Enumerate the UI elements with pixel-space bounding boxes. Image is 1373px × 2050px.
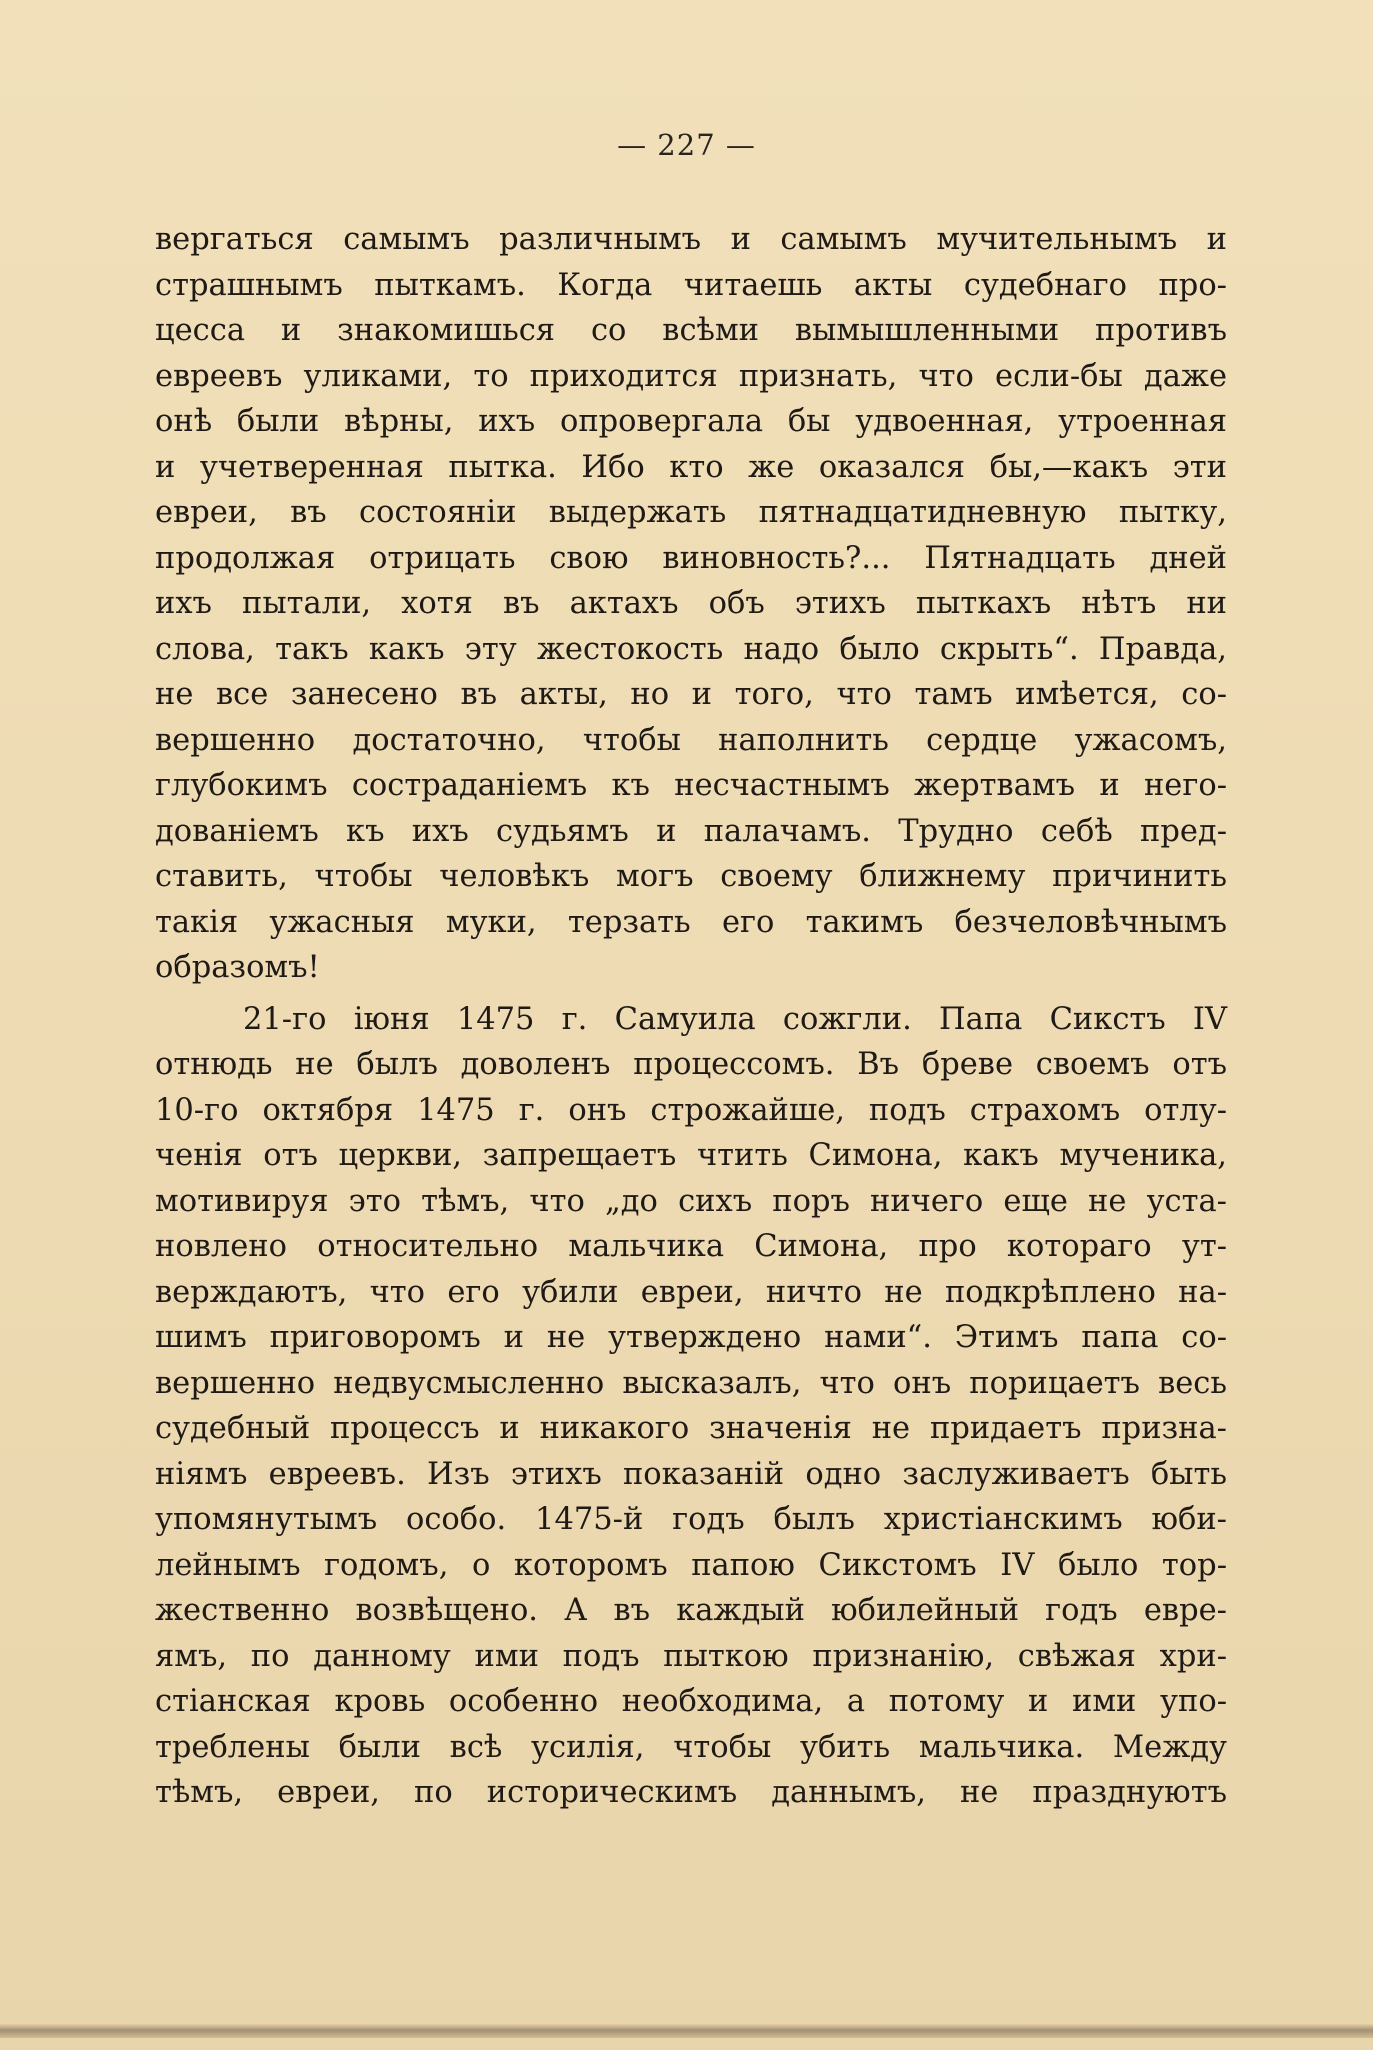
text-line: треблены были всѣ усилія, чтобы убить мальчика. Между [155, 1729, 1227, 1765]
text-line: верждаютъ, что его убили евреи, ничто не подкрѣплено на- [155, 1274, 1227, 1310]
text-line: судебный процессъ и никакого значенія не придаетъ призна- [155, 1411, 1227, 1446]
text-line: слова, такъ какъ эту жестокость надо было скрыть“. Правда, [155, 631, 1227, 667]
paragraph-1 [155, 217, 1227, 991]
text-line: страшнымъ пыткамъ. Когда читаешь акты судебнаго про- [155, 267, 1227, 303]
body-text [155, 217, 1227, 1816]
text-line: вершенно недвусмысленно высказалъ, что онъ порицаетъ весь [155, 1365, 1227, 1401]
page-number: — 227 — [617, 128, 756, 162]
text-line: новлено относительно мальчика Симона, про котораго ут- [155, 1229, 1227, 1264]
text-line: дованіемъ къ ихъ судьямъ и палачамъ. Трудно себѣ пред- [155, 813, 1227, 849]
text-line: и учетверенная пытка. Ибо кто же оказался бы,—какъ эти [155, 449, 1227, 485]
text-line: упомянутымъ особо. 1475-й годъ былъ христіанскимъ юби- [155, 1502, 1227, 1537]
text-line: евреевъ уликами, то приходится признать, что если-бы даже [155, 358, 1227, 394]
text-line: ихъ пытали, хотя въ актахъ объ этихъ пыткахъ нѣтъ ни [155, 586, 1227, 621]
page-bottom-edge [0, 2024, 1373, 2038]
text-line: отнюдь не былъ доволенъ процессомъ. Въ бреве своемъ отъ [155, 1047, 1227, 1082]
text-line: тѣмъ, евреи, по историческимъ даннымъ, не празднуютъ [155, 1775, 1227, 1810]
text-line: евреи, въ состояніи выдержать пятнадцатидневную пытку, [155, 495, 1227, 530]
text-line: мотивируя это тѣмъ, что „до сихъ поръ ничего еще не уста- [155, 1183, 1227, 1219]
paragraph-2 [155, 997, 1227, 1816]
text-line: не все занесено въ акты, но и того, что тамъ имѣется, со- [155, 677, 1227, 712]
text-line: ямъ, по данному ими подъ пыткою признанію, свѣжая хри- [155, 1638, 1227, 1674]
text-line: ніямъ евреевъ. Изъ этихъ показаній одно заслуживаетъ быть [155, 1456, 1227, 1492]
text-line: образомъ! [155, 950, 320, 985]
text-line: ченія отъ церкви, запрещаетъ чтить Симона, какъ мученика, [155, 1138, 1227, 1173]
text-line: лейнымъ годомъ, о которомъ папою Сикстомъ IV было тор- [155, 1547, 1227, 1583]
text-line: ставить, чтобы человѣкъ могъ своему ближнему причинить [155, 859, 1227, 894]
text-line: 21-го іюня 1475 г. Самуила сожгли. Папа Сикстъ IV [243, 1001, 1227, 1037]
text-line: шимъ приговоромъ и не утверждено нами“. Этимъ папа со- [155, 1320, 1227, 1355]
text-line: такія ужасныя муки, терзать его такимъ безчеловѣчнымъ [155, 904, 1227, 940]
text-line: онѣ были вѣрны, ихъ опровергала бы удвоенная, утроенная [155, 404, 1227, 439]
text-line: 10-го октября 1475 г. онъ строжайше, подъ страхомъ отлу- [155, 1092, 1227, 1128]
text-line: жественно возвѣщено. А въ каждый юбилейный годъ евре- [155, 1593, 1227, 1628]
text-line: вершенно достаточно, чтобы наполнить сердце ужасомъ, [155, 722, 1227, 758]
text-line: продолжая отрицать свою виновность?... Пятнадцать дней [155, 540, 1227, 576]
text-line: вергаться самымъ различнымъ и самымъ мучительнымъ и [155, 222, 1227, 257]
text-line: цесса и знакомишься со всѣми вымышленными противъ [155, 313, 1227, 348]
text-line: глубокимъ состраданіемъ къ несчастнымъ жертвамъ и него- [155, 768, 1227, 803]
text-line: стіанская кровь особенно необходима, а потому и ими упо- [155, 1684, 1227, 1719]
